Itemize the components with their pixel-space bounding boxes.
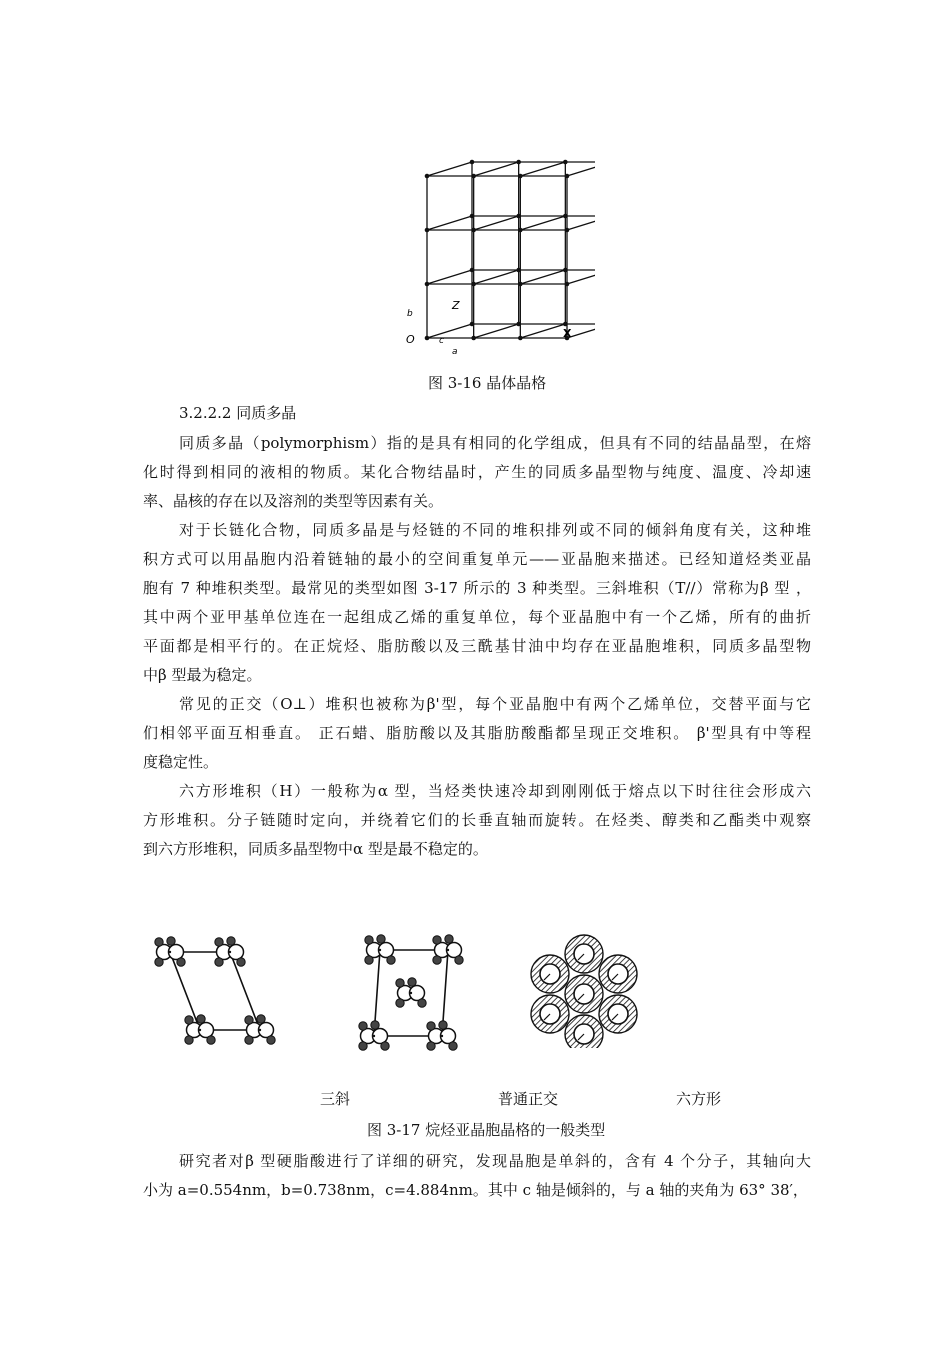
hexagonal-chain bbox=[565, 1015, 603, 1048]
hexagonal-chain bbox=[531, 955, 569, 993]
triclinic-molecule bbox=[245, 1015, 275, 1044]
label-hexagonal: 六方形 bbox=[676, 1090, 722, 1108]
text-line: 积方式可以用晶胞内沿着链轴的最小的空间重复单元——亚晶胞来描述。已经知道烃类亚晶 bbox=[143, 550, 811, 568]
figure-caption-3-16: 图 3-16 晶体晶格 bbox=[428, 374, 547, 392]
text-line: 方形堆积。分子链随时定向，并绕着它们的长垂直轴而旋转。在烃类、醇类和乙酯类中观察 bbox=[143, 811, 811, 829]
paragraph-orthorhombic bbox=[143, 690, 811, 777]
orthorhombic-molecule bbox=[427, 1021, 457, 1050]
text-line: 胞有 7 种堆积类型。最常见的类型如图 3-17 所示的 3 种类型。三斜堆积（T//）常称为β 型 ， bbox=[143, 579, 811, 597]
body-text bbox=[143, 429, 811, 864]
figure-caption-3-17: 图 3-17 烷烃亚晶胞晶格的一般类型 bbox=[367, 1121, 606, 1139]
label-triclinic: 三斜 bbox=[320, 1090, 351, 1108]
text-line: 其中两个亚甲基单位连在一起组成乙烯的重复单位，每个亚晶胞中有一个乙烯，所有的曲折 bbox=[143, 608, 811, 626]
text-line: 中β 型最为稳定。 bbox=[143, 666, 262, 684]
axis-label-z: Z bbox=[452, 299, 460, 312]
axis-label-o: O bbox=[406, 333, 415, 346]
crystal-lattice-figure bbox=[395, 140, 595, 362]
triclinic-subcell-figure bbox=[148, 930, 288, 1058]
axis-label-b: b bbox=[407, 309, 413, 319]
lattice-nodes bbox=[425, 160, 595, 341]
triclinic-molecule bbox=[215, 937, 245, 966]
paragraph-triclinic bbox=[143, 516, 811, 690]
text-line: 对于长链化合物，同质多晶是与烃链的不同的堆积排列或不同的倾斜角度有关，这种堆 bbox=[179, 521, 811, 539]
text-line: 同质多晶（polymorphism）指的是具有相同的化学组成，但具有不同的结晶晶型，在熔 bbox=[179, 434, 811, 452]
section-heading: 3.2.2.2 同质多晶 bbox=[179, 404, 297, 422]
axis-label-x: X bbox=[563, 327, 572, 340]
text-line: 六方形堆积（H）一般称为α 型，当烃类快速冷却到刚刚低于熔点以下时往往会形成六 bbox=[179, 782, 811, 800]
orthorhombic-subcell-figure bbox=[350, 930, 480, 1058]
text-line: 平面都是相平行的。在正烷烃、脂肪酸以及三酰基甘油中均存在亚晶胞堆积，同质多晶型物 bbox=[143, 637, 811, 655]
text-line: 们相邻平面互相垂直。 正石蜡、脂肪酸以及其脂肪酸酯都呈现正交堆积。 β'型具有中等程 bbox=[143, 724, 811, 742]
hexagonal-chain bbox=[531, 995, 569, 1033]
hexagonal-subcell-figure bbox=[528, 930, 640, 1048]
text-line: 小为 a=0.554nm，b=0.738nm，c=4.884nm。其中 c 轴是倾斜的，与 a 轴的夹角为 63° 38′， bbox=[143, 1181, 808, 1199]
text-line: 率、晶核的存在以及溶剂的类型等因素有关。 bbox=[143, 492, 444, 510]
hexagonal-chain bbox=[599, 995, 637, 1033]
triclinic-molecule bbox=[155, 937, 185, 966]
axis-label-c: c bbox=[439, 336, 444, 346]
orthorhombic-molecule bbox=[396, 978, 426, 1007]
text-line: 常见的正交（O⊥）堆积也被称为β'型，每个亚晶胞中有两个乙烯单位，交替平面与它 bbox=[179, 695, 811, 713]
hexagonal-chain bbox=[565, 975, 603, 1013]
final-paragraph bbox=[143, 1147, 811, 1205]
hexagonal-chain bbox=[565, 935, 603, 973]
paragraph-polymorphism bbox=[143, 429, 811, 516]
hexagonal-chain bbox=[599, 955, 637, 993]
text-line: 到六方形堆积，同质多晶型物中α 型是最不稳定的。 bbox=[143, 840, 488, 858]
orthorhombic-molecule bbox=[359, 1021, 389, 1050]
text-line: 化时得到相同的液相的物质。某化合物结晶时，产生的同质多晶型物与纯度、温度、冷却速 bbox=[143, 463, 811, 481]
text-line: 研究者对β 型硬脂酸进行了详细的研究，发现晶胞是单斜的，含有 4 个分子，其轴向大 bbox=[179, 1152, 811, 1170]
axis-label-a: a bbox=[452, 347, 458, 357]
text-line: 度稳定性。 bbox=[143, 753, 219, 771]
label-orthorhombic: 普通正交 bbox=[498, 1090, 559, 1108]
paragraph-hexagonal bbox=[143, 777, 811, 864]
triclinic-molecule bbox=[185, 1015, 215, 1044]
